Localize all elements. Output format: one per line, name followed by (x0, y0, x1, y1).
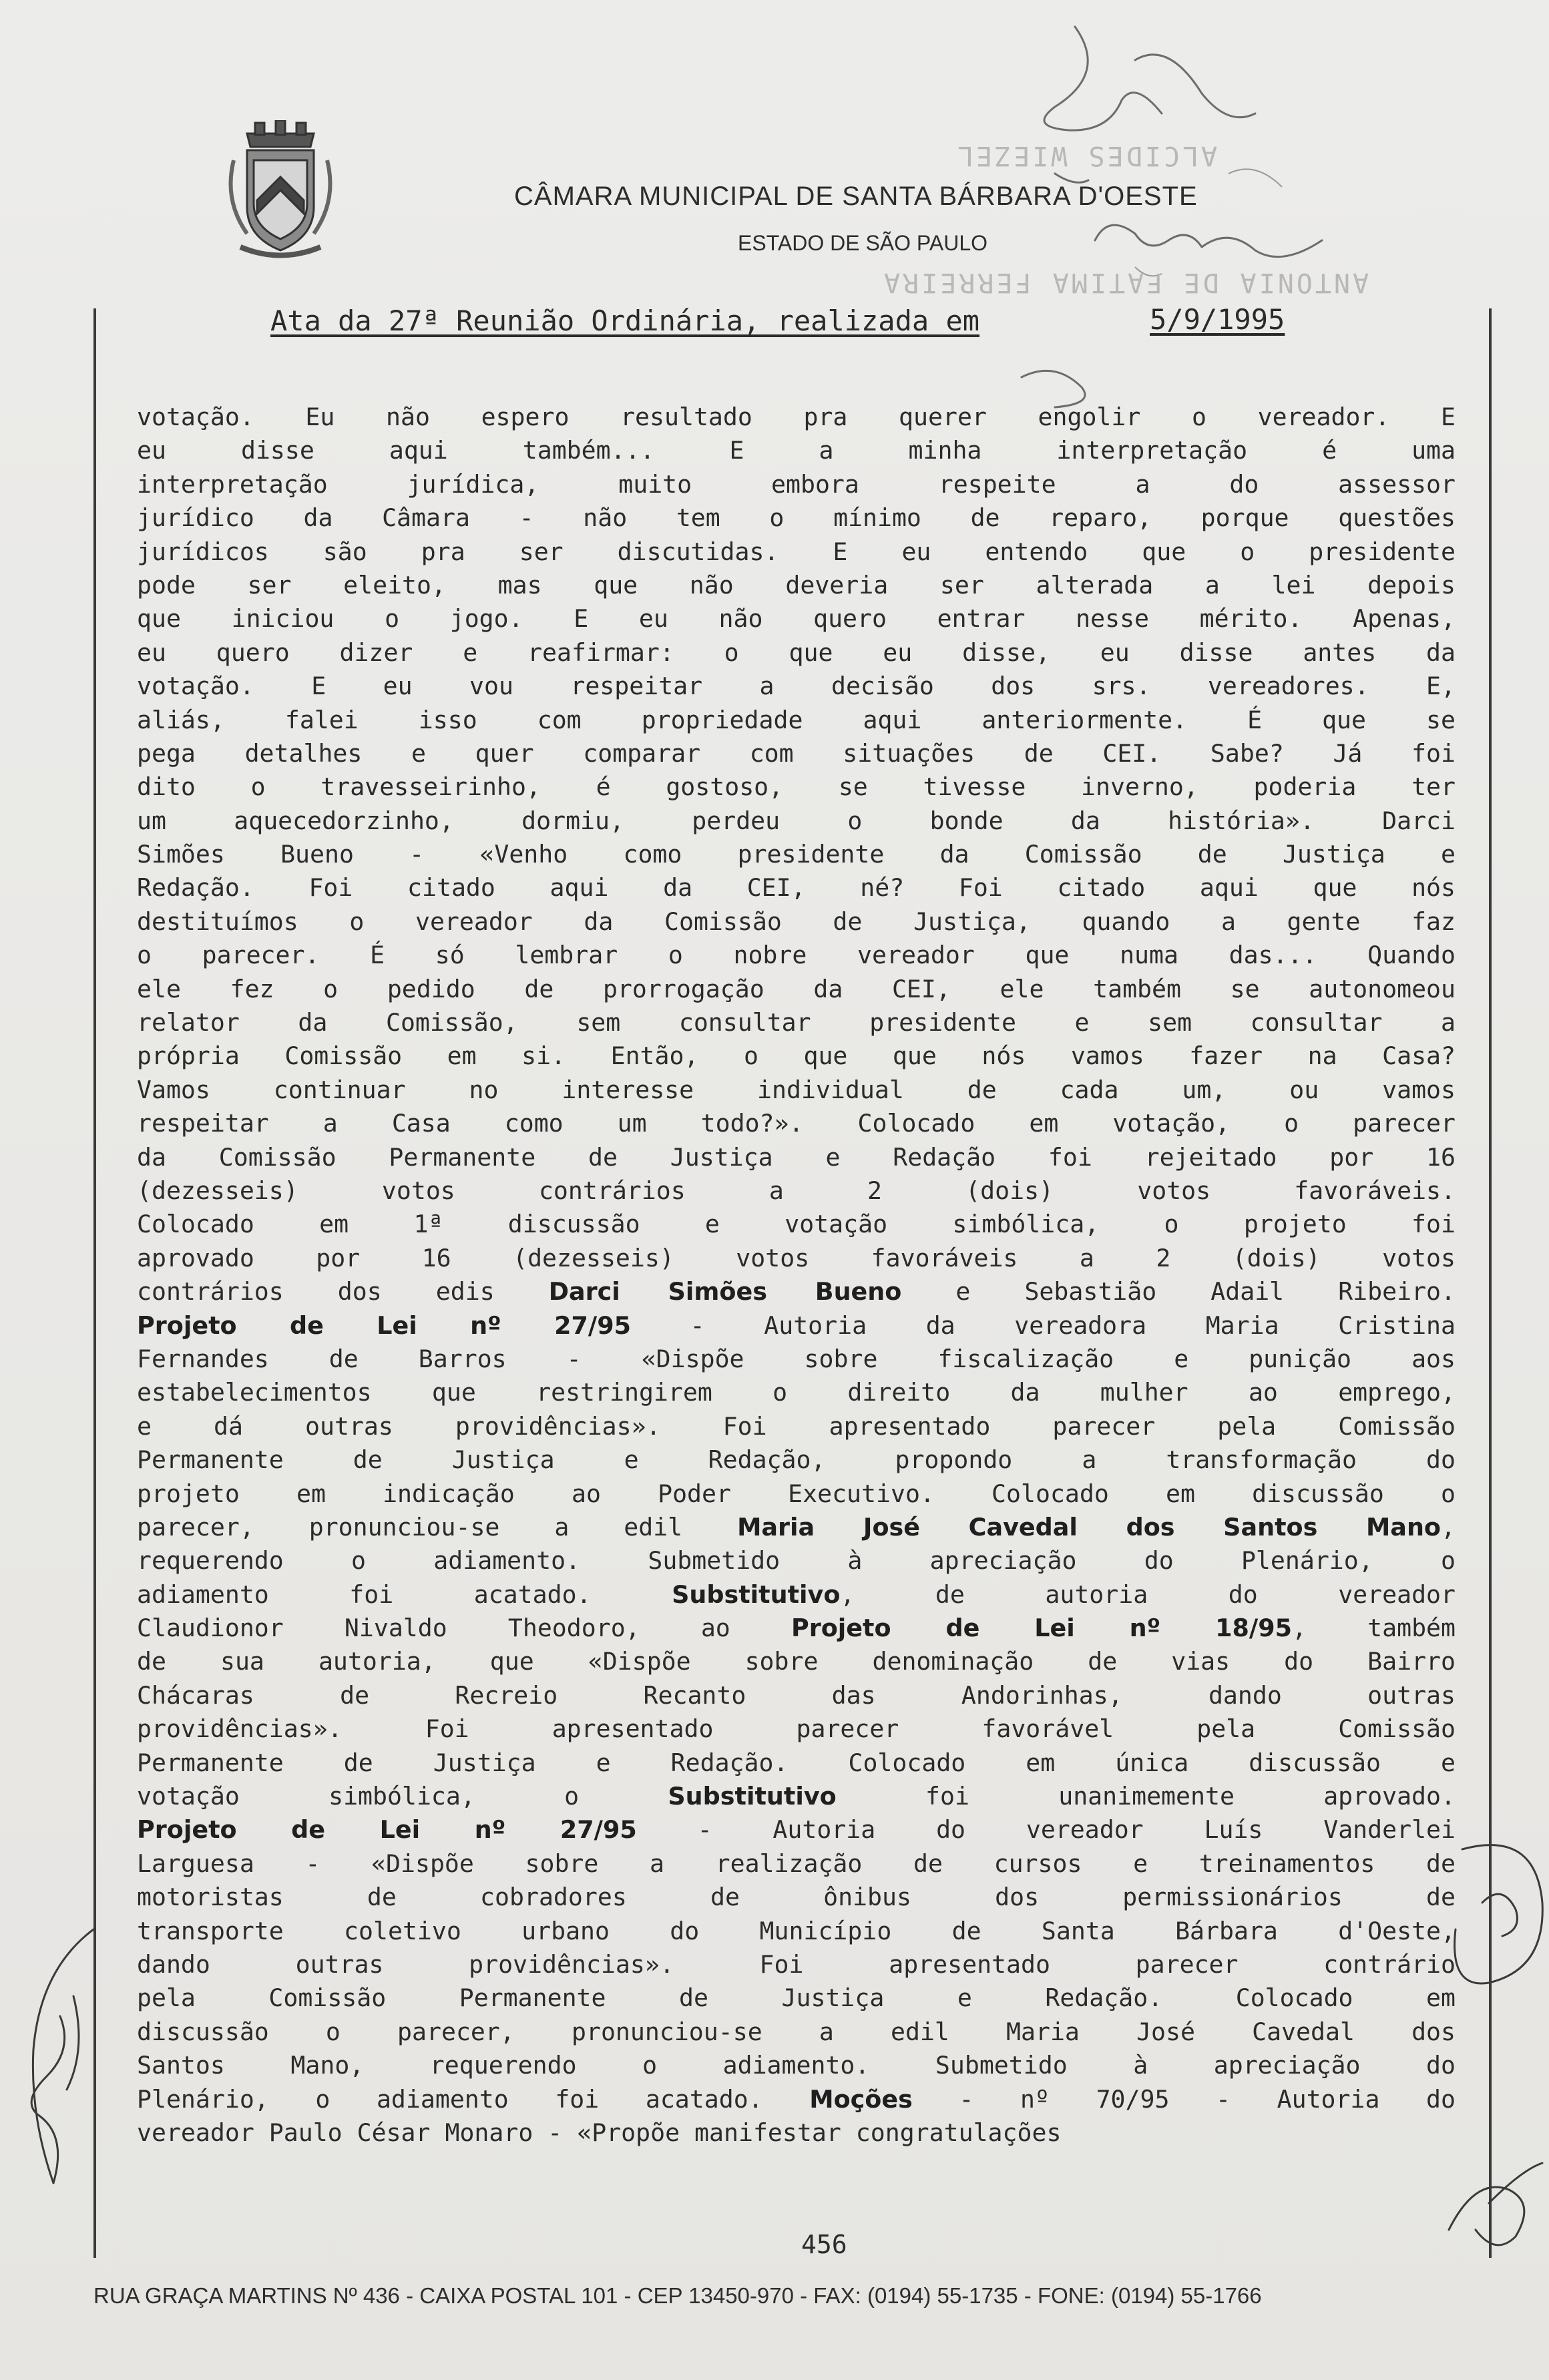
minutes-body (137, 401, 1456, 2150)
text-line: Permanente de Justiça e Redação, propondo a transformação do (137, 1445, 1456, 1475)
coat-of-arms-icon (220, 120, 341, 260)
text-line: Simões Bueno - «Venho como presidente da Comissão de Justiça e (137, 840, 1456, 869)
footer-address: RUA GRAÇA MARTINS Nº 436 - CAIXA POSTAL 101 - CEP 13450-970 - FAX: (0194) 55-1735 - FONE: (0194) 55-1766 (93, 2283, 1262, 2308)
text-line: um aquecedorzinho, dormiu, perdeu o bonde da história». Darci (137, 806, 1456, 835)
text-line: Chácaras de Recreio Recanto das Andorinhas, dando outras (137, 1680, 1456, 1710)
text-line: ele fez o pedido de prorrogação da CEI, ele também se autonomeou (137, 974, 1456, 1003)
state-name: ESTADO DE SÃO PAULO (738, 231, 988, 255)
text-line: Fernandes de Barros - «Dispõe sobre fiscalização e punição aos (137, 1344, 1456, 1373)
text-line: relator da Comissão, sem consultar presidente e sem consultar a (137, 1008, 1456, 1037)
right-margin-rule (1489, 308, 1492, 2258)
text-line: parecer, pronunciou-se a edil Maria José Cavedal dos Santos Mano, (137, 1512, 1456, 1541)
text-line: vereador Paulo César Monaro - «Propõe manifestar congratulações (137, 2118, 1062, 2147)
text-line: da Comissão Permanente de Justiça e Redação foi rejeitado por 16 (137, 1142, 1456, 1172)
text-line: contrários dos edis Darci Simões Bueno e Sebastião Adail Ribeiro. (137, 1277, 1456, 1306)
text-line: Projeto de Lei nº 27/95 - Autoria da vereadora Maria Cristina (137, 1311, 1456, 1340)
text-line: e dá outras providências». Foi apresentado parecer pela Comissão (137, 1411, 1456, 1441)
meeting-title: Ata da 27ª Reunião Ordinária, realizada em (270, 304, 980, 337)
text-line: eu quero dizer e reafirmar: o que eu disse, eu disse antes da (137, 638, 1456, 667)
text-line: jurídicos são pra ser discutidas. E eu entendo que o presidente (137, 537, 1456, 566)
text-line: projeto em indicação ao Poder Executivo. Colocado em discussão o (137, 1479, 1456, 1508)
text-line: Santos Mano, requerendo o adiamento. Submetido à apreciação do (137, 2051, 1456, 2080)
text-line: dando outras providências». Foi apresentado parecer contrário (137, 1949, 1456, 1979)
text-line: votação simbólica, o Substitutivo foi unanimemente aprovado. (137, 1782, 1456, 1811)
text-line: Claudionor Nivaldo Theodoro, ao Projeto de Lei nº 18/95, também (137, 1614, 1456, 1643)
text-line: que iniciou o jogo. E eu não quero entrar nesse mérito. Apenas, (137, 604, 1456, 634)
text-line: aprovado por 16 (dezesseis) votos favoráveis a 2 (dois) votos (137, 1243, 1456, 1272)
left-margin-signature-icon (13, 1916, 114, 2196)
text-line: o parecer. É só lembrar o nobre vereador que numa das... Quando (137, 941, 1456, 970)
text-line: jurídico da Câmara - não tem o mínimo de reparo, porque questões (137, 503, 1456, 533)
text-line: eu disse aqui também... E a minha interpretação é uma (137, 436, 1456, 465)
left-margin-rule (93, 308, 96, 2258)
text-line: (dezesseis) votos contrários a 2 (dois) votos favoráveis. (137, 1176, 1456, 1205)
text-line: providências». Foi apresentado parecer favorável pela Comissão (137, 1714, 1456, 1744)
text-line: interpretação jurídica, muito embora respeite a do assessor (137, 469, 1456, 499)
text-line: Permanente de Justiça e Redação. Colocado em única discussão e (137, 1748, 1456, 1777)
meeting-date: 5/9/1995 (1150, 303, 1285, 336)
text-line: Plenário, o adiamento foi acatado. Moções - nº 70/95 - Autoria do (137, 2084, 1456, 2114)
text-line: requerendo o adiamento. Submetido à apreciação do Plenário, o (137, 1546, 1456, 1576)
signature-name-1: ALCIDES WIEZEL (955, 140, 1218, 171)
handwritten-signatures-icon (855, 13, 1482, 441)
text-line: dito o travesseirinho, é gostoso, se tivesse inverno, poderia ter (137, 772, 1456, 802)
text-line: pode ser eleito, mas que não deveria ser alterada a lei depois (137, 570, 1456, 600)
page-number: 456 (801, 2230, 847, 2259)
text-line: Larguesa - «Dispõe sobre a realização de cursos e treinamentos de (137, 1849, 1456, 1878)
text-line: respeitar a Casa como um todo?». Colocado em votação, o parecer (137, 1109, 1456, 1138)
text-line: estabelecimentos que restringirem o direito da mulher ao emprego, (137, 1378, 1456, 1407)
text-line: motoristas de cobradores de ônibus dos permissionários de (137, 1883, 1456, 1912)
text-line: pega detalhes e quer comparar com situações de CEI. Sabe? Já foi (137, 738, 1456, 768)
text-line: pela Comissão Permanente de Justiça e Redação. Colocado em (137, 1983, 1456, 2013)
signature-name-2: ANTONIA DE FATIMA FERREIRA (881, 267, 1369, 298)
signatures-area (855, 13, 1482, 441)
text-line: votação. Eu não espero resultado pra querer engolir o vereador. E (137, 403, 1456, 431)
text-line: própria Comissão em si. Então, o que que nós vamos fazer na Casa? (137, 1041, 1456, 1071)
text-line: destituímos o vereador da Comissão de Justiça, quando a gente faz (137, 907, 1456, 936)
text-line: Redação. Foi citado aqui da CEI, né? Foi citado aqui que nós (137, 873, 1456, 903)
text-line: Vamos continuar no interesse individual de cada um, ou vamos (137, 1075, 1456, 1104)
text-line: aliás, falei isso com propriedade aqui anteriormente. É que se (137, 705, 1456, 734)
right-margin-initials-icon (1435, 2150, 1549, 2256)
text-line: transporte coletivo urbano do Município de Santa Bárbara d'Oeste, (137, 1916, 1456, 1945)
text-line: discussão o parecer, pronunciou-se a edil Maria José Cavedal dos (137, 2017, 1456, 2046)
text-line: votação. E eu vou respeitar a decisão dos srs. vereadores. E, (137, 672, 1456, 701)
text-line: Colocado em 1ª discussão e votação simbólica, o projeto foi (137, 1210, 1456, 1239)
text-line: adiamento foi acatado. Substitutivo, de autoria do vereador (137, 1580, 1456, 1609)
text-line: Projeto de Lei nº 27/95 - Autoria do vereador Luís Vanderlei (137, 1815, 1456, 1845)
text-line: de sua autoria, que «Dispõe sobre denominação de vias do Bairro (137, 1647, 1456, 1676)
institution-name: CÂMARA MUNICIPAL DE SANTA BÁRBARA D'OESTE (514, 182, 1198, 211)
